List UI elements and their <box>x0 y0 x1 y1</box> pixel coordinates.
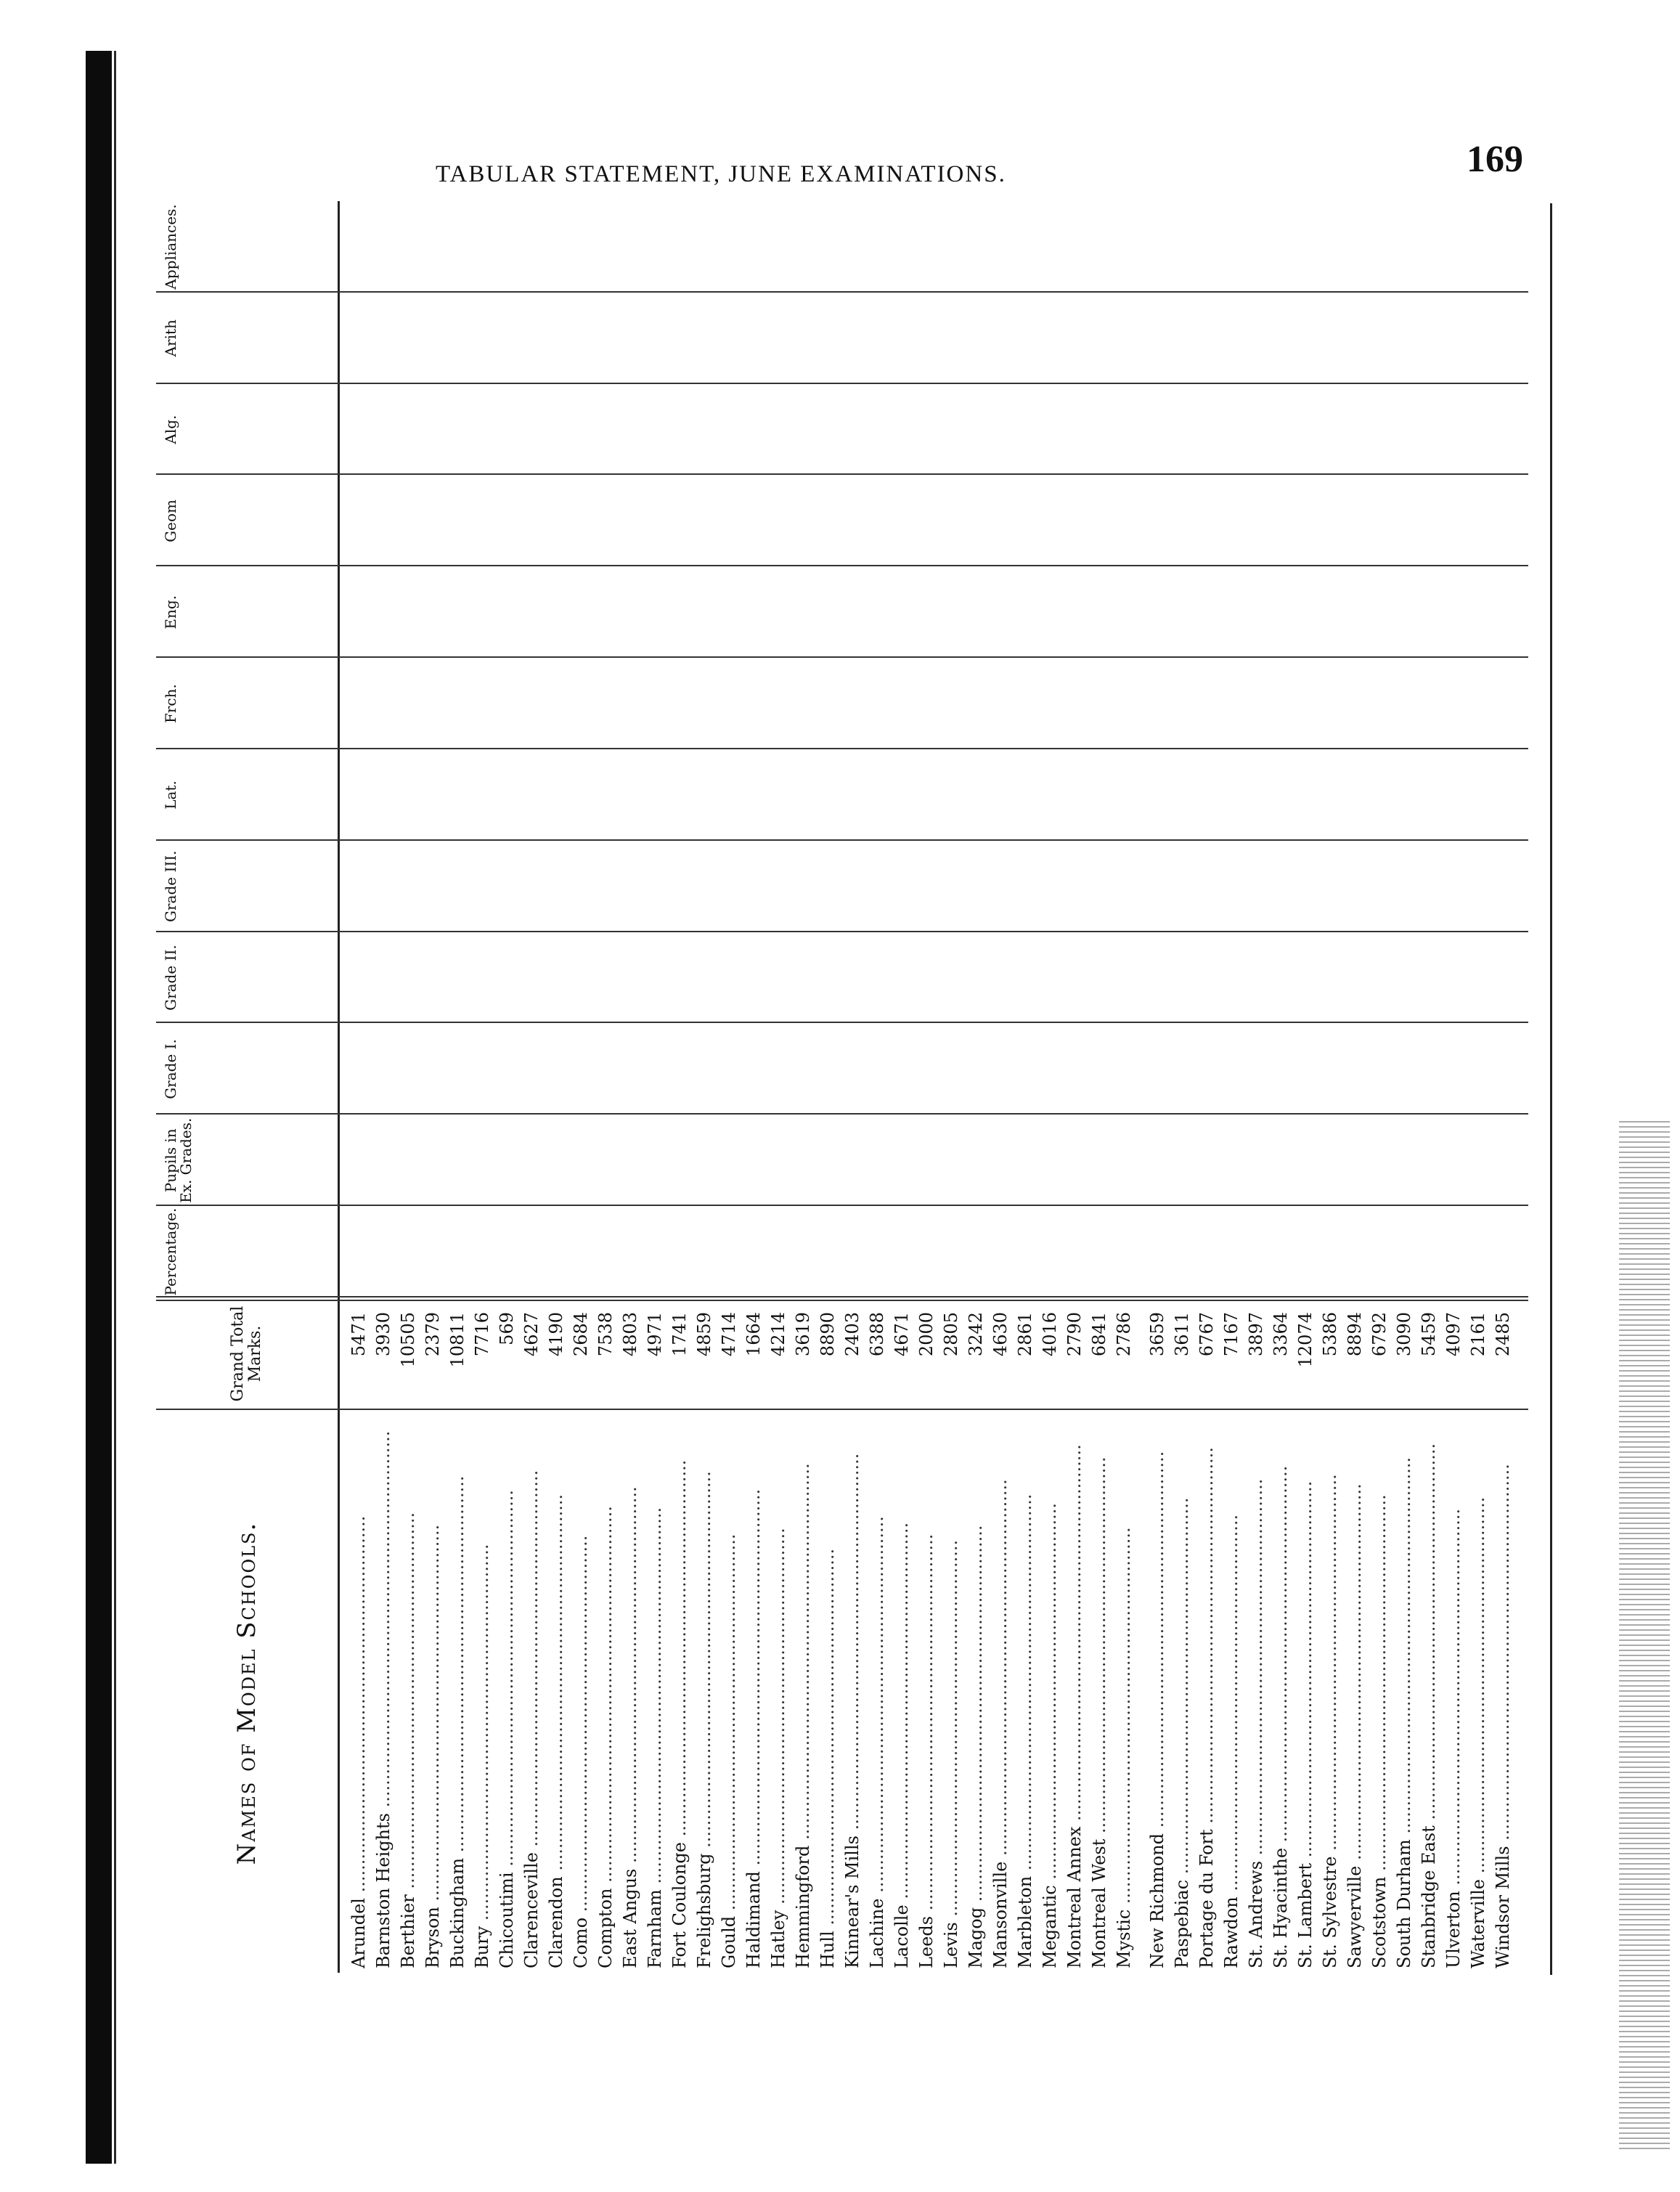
school-name: Scotstown ..... <box>1367 1417 1392 1968</box>
column-group-header: Percentage. <box>162 1207 179 1296</box>
table-row <box>1244 201 1268 1973</box>
table-row <box>791 201 815 1973</box>
school-name: Magog ..... <box>963 1417 988 1968</box>
school-name: Lacolle ..... <box>889 1417 914 1968</box>
school-name: Hemmingford ..... <box>791 1417 815 1968</box>
page-header: TABULAR STATEMENT, JUNE EXAMINATIONS. <box>436 161 1006 187</box>
school-name: Rawdon ..... <box>1219 1417 1244 1968</box>
school-name: Haldimand ..... <box>741 1417 766 1968</box>
column-group-header: Geom <box>162 500 179 542</box>
school-name: South Durham ..... <box>1392 1417 1416 1968</box>
column-group-header: Grade III. <box>162 850 179 923</box>
table-row <box>1219 201 1244 1973</box>
school-name: Como ..... <box>568 1417 593 1968</box>
grand-total-value: 3242 <box>966 1312 986 1357</box>
table-row <box>865 201 889 1973</box>
table-row <box>470 201 494 1973</box>
school-name: Fort Coulonge ..... <box>667 1417 692 1968</box>
school-name: St. Sylvestre ..... <box>1318 1417 1342 1968</box>
grand-total-value: 2161 <box>1468 1312 1488 1357</box>
table-row <box>1112 201 1136 1973</box>
school-name: Mystic ..... <box>1112 1417 1136 1968</box>
table-row <box>741 201 766 1973</box>
table-row <box>1087 201 1112 1973</box>
book-spine-shadow <box>86 51 112 2164</box>
column-group-header: Pupils in Ex. Grades. <box>162 1117 195 1203</box>
grand-total-value: 2805 <box>941 1312 961 1357</box>
table-row <box>1318 201 1342 1973</box>
table-row <box>1145 201 1170 1973</box>
table-row <box>593 201 618 1973</box>
school-name: Marbleton ..... <box>1013 1417 1037 1968</box>
table-row <box>1491 201 1515 1973</box>
school-name: New Richmond ..... <box>1145 1417 1170 1968</box>
table-row <box>519 201 544 1973</box>
school-name: Leeds ..... <box>914 1417 939 1968</box>
table-row <box>1367 201 1392 1973</box>
school-name: Windsor Mills ..... <box>1491 1417 1515 1968</box>
school-name: Compton ..... <box>593 1417 618 1968</box>
names-column-title: Names of Model Schools. <box>232 1521 261 1865</box>
grand-total-value: 8890 <box>817 1312 838 1357</box>
school-name: Bryson ..... <box>420 1417 445 1968</box>
table-row <box>815 201 840 1973</box>
table-row <box>1441 201 1466 1973</box>
school-name: Paspebiac ..... <box>1170 1417 1194 1968</box>
table-row <box>840 201 865 1973</box>
table-row <box>1466 201 1491 1973</box>
school-name: Lachine ..... <box>865 1417 889 1968</box>
table-header <box>156 201 340 1973</box>
table-row <box>396 201 420 1973</box>
column-group-header: Frch. <box>162 684 179 724</box>
school-name: St. Andrews ..... <box>1244 1417 1268 1968</box>
grand-total-value: 2786 <box>1114 1312 1134 1357</box>
grand-total-value: 12074 <box>1295 1312 1316 1368</box>
column-group-header: Appliances. <box>162 204 179 290</box>
grand-total-value: 4097 <box>1443 1312 1464 1357</box>
table-row <box>939 201 963 1973</box>
bleed-through-marks <box>1619 1118 1670 2149</box>
table-row <box>963 201 988 1973</box>
table-row <box>494 201 519 1973</box>
page-edge-line <box>114 51 116 2164</box>
grand-total-value: 10811 <box>447 1312 468 1368</box>
table-row <box>766 201 791 1973</box>
school-name: Gould ..... <box>717 1417 741 1968</box>
grand-total-value: 4016 <box>1040 1312 1060 1357</box>
school-name: St. Hyacinthe ..... <box>1268 1417 1293 1968</box>
school-name: Montreal West ..... <box>1087 1417 1112 1968</box>
grand-total-value: 5471 <box>348 1312 369 1357</box>
school-name: Arundel ..... <box>346 1417 371 1968</box>
column-group-header: Alg. <box>162 415 179 444</box>
school-name: Portage du Fort ..... <box>1194 1417 1219 1968</box>
table-row <box>1170 201 1194 1973</box>
school-name: Chicoutimi ..... <box>494 1417 519 1968</box>
grand-total-value: 8894 <box>1345 1312 1365 1357</box>
school-name: Mansonville ..... <box>988 1417 1013 1968</box>
grand-total-value: 2000 <box>916 1312 937 1357</box>
school-name: Barnston Heights ..... <box>371 1417 396 1968</box>
page-number: 169 <box>1467 139 1523 180</box>
grand-total-value: 3619 <box>793 1312 813 1357</box>
grand-total-value: 3930 <box>373 1312 394 1357</box>
column-group-header: Lat. <box>162 781 179 810</box>
grand-total-value: 2485 <box>1493 1312 1513 1357</box>
school-name: St. Lambert ..... <box>1293 1417 1318 1968</box>
school-name: Hull ..... <box>815 1417 840 1968</box>
grand-total-header: Grand Total Marks. <box>228 1305 264 1402</box>
grand-total-value: 5386 <box>1320 1312 1340 1357</box>
grand-total-value: 7167 <box>1221 1312 1241 1357</box>
table-right-rule <box>1550 203 1552 1975</box>
grand-total-value: 3897 <box>1246 1312 1266 1357</box>
rotated-table <box>156 201 1528 1973</box>
table-row <box>914 201 939 1973</box>
grand-total-value: 2684 <box>571 1312 591 1357</box>
table-row <box>1037 201 1062 1973</box>
school-name: Stanbridge East ..... <box>1416 1417 1441 1968</box>
school-name: Kinnear's Mills ..... <box>840 1417 865 1968</box>
grand-total-value: 4190 <box>546 1312 566 1357</box>
table-row <box>618 201 643 1973</box>
grand-total-value: 3090 <box>1394 1312 1414 1357</box>
grand-total-value: 4671 <box>892 1312 912 1357</box>
column-group-header: Eng. <box>162 595 179 630</box>
table-row <box>692 201 717 1973</box>
grand-total-value: 10505 <box>398 1312 418 1368</box>
grand-total-value: 4803 <box>620 1312 640 1357</box>
grand-total-value: 2861 <box>1015 1312 1035 1357</box>
grand-total-value: 569 <box>497 1312 517 1345</box>
table-row <box>445 201 470 1973</box>
column-group-header: Grade I. <box>162 1039 179 1099</box>
school-name: Frelighsburg ..... <box>692 1417 717 1968</box>
grand-total-value: 6792 <box>1369 1312 1390 1357</box>
table-row <box>1342 201 1367 1973</box>
table-row <box>1293 201 1318 1973</box>
grand-total-value: 4859 <box>694 1312 714 1357</box>
school-name: Berthier ..... <box>396 1417 420 1968</box>
grand-total-value: 4627 <box>521 1312 542 1357</box>
table-row <box>667 201 692 1973</box>
grand-total-value: 2379 <box>423 1312 443 1357</box>
grand-total-value: 7538 <box>595 1312 616 1357</box>
grand-total-value: 4214 <box>768 1312 788 1357</box>
school-name: Clarendon ..... <box>544 1417 568 1968</box>
school-name: East Angus ..... <box>618 1417 643 1968</box>
grand-total-value: 6388 <box>867 1312 887 1357</box>
grand-total-value: 4714 <box>719 1312 739 1357</box>
grand-total-value: 5459 <box>1419 1312 1439 1357</box>
table-row <box>1062 201 1087 1973</box>
table-row <box>1416 201 1441 1973</box>
table-row <box>988 201 1013 1973</box>
table-row <box>544 201 568 1973</box>
table-row <box>1268 201 1293 1973</box>
school-name: Bury ..... <box>470 1417 494 1968</box>
column-group-header: Arith <box>162 319 179 357</box>
column-group-header: Grade II. <box>162 945 179 1011</box>
table-row <box>1194 201 1219 1973</box>
school-name: Sawyerville ..... <box>1342 1417 1367 1968</box>
table-row <box>717 201 741 1973</box>
grand-total-value: 6767 <box>1196 1312 1217 1357</box>
grand-total-value: 2790 <box>1064 1312 1085 1357</box>
grand-total-value: 3611 <box>1172 1312 1192 1357</box>
table-row <box>889 201 914 1973</box>
school-name: Ulverton ..... <box>1441 1417 1466 1968</box>
school-name: Clarenceville ..... <box>519 1417 544 1968</box>
school-name: Hatley ..... <box>766 1417 791 1968</box>
grand-total-value: 1664 <box>743 1312 764 1357</box>
grand-total-value: 6841 <box>1089 1312 1109 1357</box>
grand-total-value: 7716 <box>472 1312 492 1357</box>
grand-total-value: 1741 <box>669 1312 690 1357</box>
grand-total-value: 4971 <box>645 1312 665 1357</box>
grand-total-value: 3364 <box>1271 1312 1291 1357</box>
grand-total-value: 2403 <box>842 1312 863 1357</box>
table-row <box>346 201 371 1973</box>
school-name: Montreal Annex ..... <box>1062 1417 1087 1968</box>
school-name: Farnham ..... <box>643 1417 667 1968</box>
school-name: Megantic ..... <box>1037 1417 1062 1968</box>
table-row <box>643 201 667 1973</box>
school-name: Waterville ..... <box>1466 1417 1491 1968</box>
grand-total-value: 4630 <box>990 1312 1011 1357</box>
table-row <box>1013 201 1037 1973</box>
table-row <box>420 201 445 1973</box>
school-name: Buckingham ..... <box>445 1417 470 1968</box>
grand-total-value: 3659 <box>1147 1312 1167 1357</box>
table-row <box>371 201 396 1973</box>
table-row <box>1392 201 1416 1973</box>
table-row <box>568 201 593 1973</box>
school-name: Levis ..... <box>939 1417 963 1968</box>
